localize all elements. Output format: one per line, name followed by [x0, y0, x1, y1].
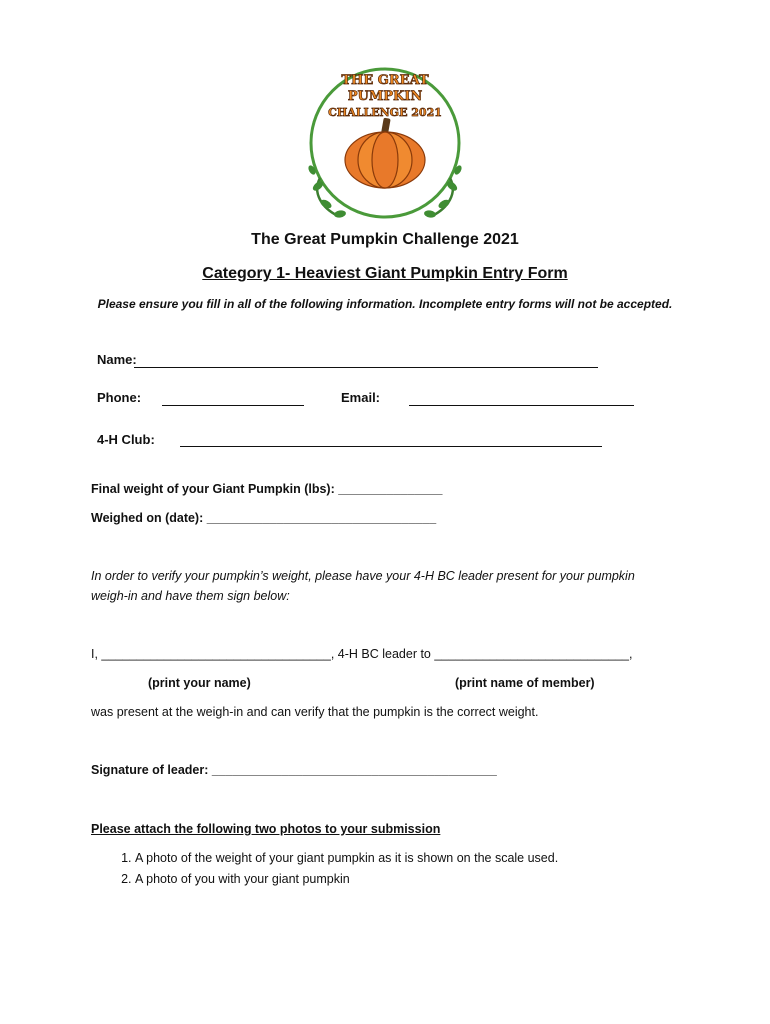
form-title: The Great Pumpkin Challenge 2021	[251, 231, 519, 248]
presence-statement: was present at the weigh-in and can verify that the pumpkin is the correct weight.	[91, 705, 539, 719]
photos-list	[90, 848, 558, 890]
date-field[interactable]: Weighed on (date): _________________________________	[91, 511, 437, 525]
logo-line-3: CHALLENGE 2021	[328, 106, 442, 119]
leader-statement[interactable]: I, _________________________________, 4-H BC leader to ____________________________,	[91, 647, 633, 661]
club-label: 4-H Club:	[97, 432, 155, 447]
form-subtitle: Category 1- Heaviest Giant Pumpkin Entry Form	[202, 265, 568, 282]
logo-line-1: THE GREAT	[341, 73, 429, 88]
instructions-note: Please ensure you fill in all of the following information. Incomplete entry forms will not be accepted.	[97, 297, 673, 311]
signature-field[interactable]: Signature of leader: _________________________________________	[91, 763, 497, 777]
pumpkin-logo-graphic	[300, 58, 470, 228]
phone-label: Phone:	[97, 390, 142, 405]
print-your-name-caption: (print your name)	[148, 676, 251, 690]
phone-field[interactable]	[162, 405, 304, 406]
list-item: 2. A photo of you with your giant pumpkin	[135, 869, 558, 890]
weight-field[interactable]: Final weight of your Giant Pumpkin (lbs): _______________	[91, 482, 443, 496]
print-member-name-caption: (print name of member)	[455, 676, 595, 690]
challenge-logo	[300, 58, 470, 228]
name-field[interactable]	[134, 367, 598, 368]
club-field[interactable]	[180, 446, 602, 447]
logo-line-2: PUMPKIN	[347, 89, 423, 104]
photos-heading: Please attach the following two photos to your submission	[91, 822, 441, 836]
email-field[interactable]	[409, 405, 634, 406]
verify-intro-line-2: weigh-in and have them sign below:	[91, 589, 290, 603]
email-label: Email:	[341, 390, 381, 405]
list-item: 1. A photo of the weight of your giant pumpkin as it is shown on the scale used.	[135, 848, 558, 869]
name-label: Name:	[97, 352, 137, 367]
verify-intro-line-1: In order to verify your pumpkin’s weight, please have your 4-H BC leader present for your pumpkin	[91, 569, 635, 583]
